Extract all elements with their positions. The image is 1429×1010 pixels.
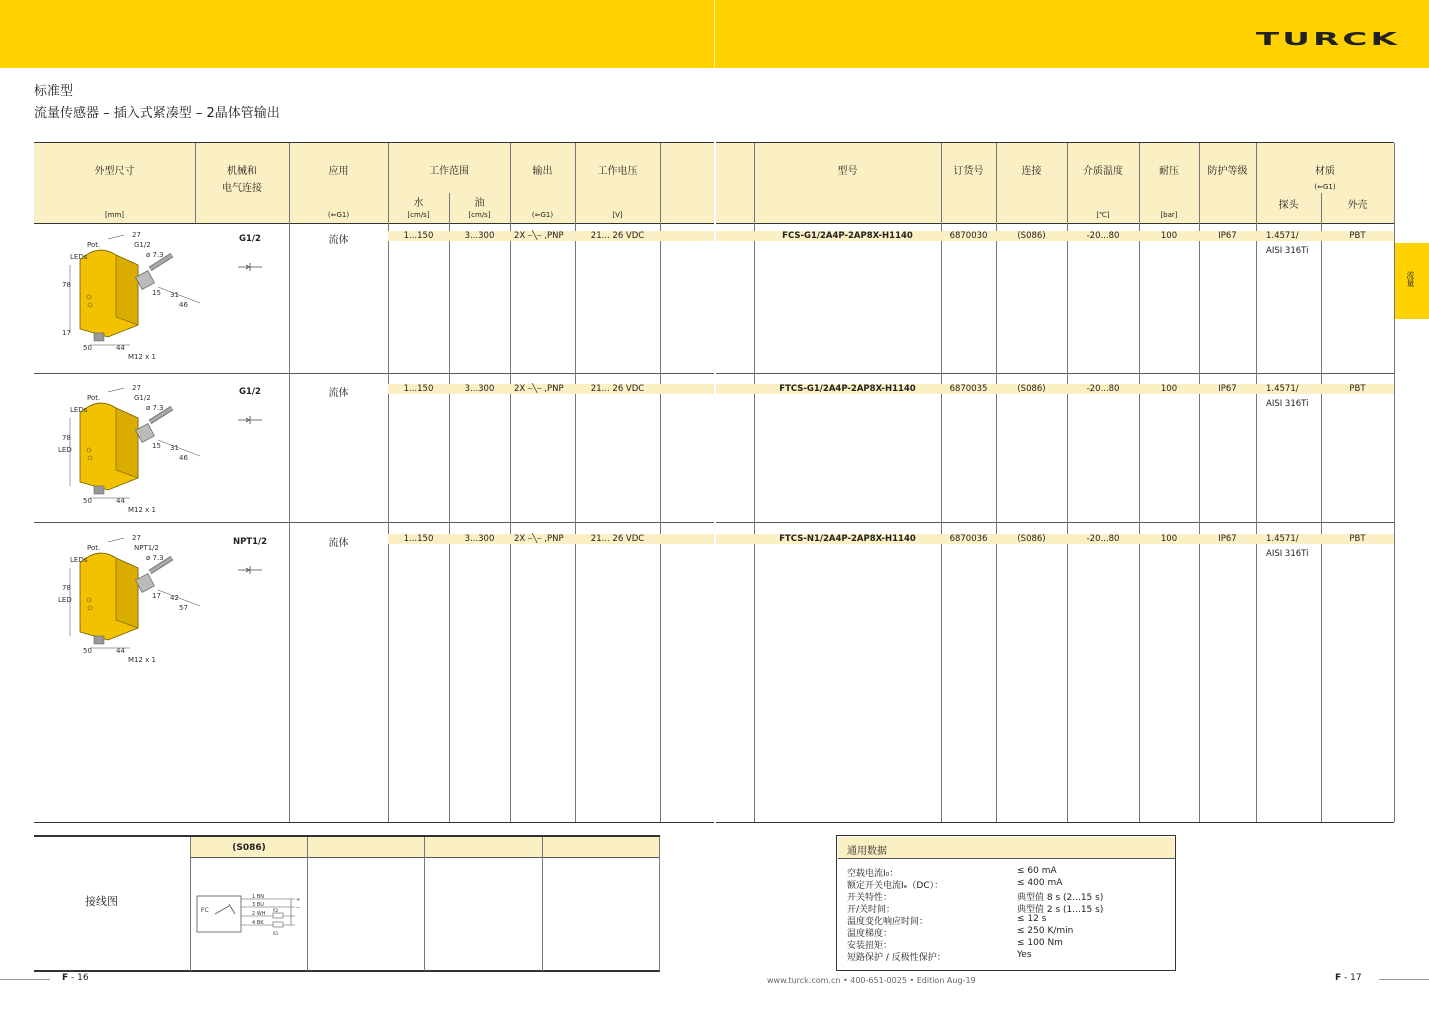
svg-text:LEDs: LEDs (70, 556, 88, 564)
svg-text:78: 78 (62, 584, 71, 592)
general-data-key: 温度梯度： (847, 929, 893, 939)
col-divider (190, 837, 191, 971)
row-type: FTCS-G1/2A4P-2AP8X-H1140 (779, 384, 916, 394)
svg-text:27: 27 (132, 534, 141, 542)
general-data-key: 开/关时间： (847, 905, 896, 915)
row-protection: IP67 (1218, 384, 1237, 394)
col-divider (754, 143, 755, 822)
row-connection: (S086) (1017, 231, 1046, 241)
row-order: 6870030 (949, 231, 988, 241)
load-r2: R2 (273, 908, 279, 913)
wiring-header-rule (191, 857, 660, 858)
general-data-key: 空载电流I₀： (847, 869, 899, 879)
col-divider (1256, 143, 1257, 822)
wire-wh: 2 WH (252, 911, 266, 917)
row-oil: 3...300 (464, 384, 495, 394)
header-mech-2: 电气连接 (222, 183, 262, 194)
row-rule (34, 373, 714, 374)
page-number-left: F - 16 (62, 973, 89, 983)
row-output: 2X ⎯╲⎯ ,PNP (514, 384, 564, 394)
row-order: 6870035 (949, 384, 988, 394)
general-data-key: 安装扭矩： (847, 941, 893, 951)
header-water: 水 (413, 198, 424, 209)
row-voltage: 21... 26 VDC (590, 534, 645, 544)
footer-rule-left (0, 979, 50, 980)
wiring-bottom-rule (34, 970, 660, 972)
wiring-code: (S086) (232, 843, 266, 853)
side-tab-label: 流量 (1406, 271, 1415, 287)
general-data-key: 开关特性： (847, 893, 893, 903)
wiring-fc: FC (201, 907, 209, 914)
row-temp: -20...80 (1086, 231, 1120, 241)
row-rule (716, 522, 1394, 523)
col-divider (307, 837, 308, 971)
svg-text:78: 78 (62, 281, 71, 289)
svg-text:LEDs: LEDs (70, 253, 88, 261)
col-divider (575, 143, 576, 822)
svg-text:27: 27 (132, 231, 141, 239)
header-temp-unit: [℃] (1096, 211, 1110, 219)
row-oil: 3...300 (464, 231, 495, 241)
header-voltage-unit: [V] (612, 211, 623, 219)
row-housing: PBT (1349, 534, 1366, 544)
row-probe-material-2: AISI 316Ti (1266, 549, 1309, 559)
row-pressure: 100 (1160, 384, 1178, 394)
row-thread: G1/2 (239, 234, 261, 244)
col-divider (659, 837, 660, 971)
col-divider (1199, 143, 1200, 822)
general-data-value: 典型值 8 s (2...15 s) (1017, 893, 1104, 903)
svg-text:78: 78 (62, 434, 71, 442)
general-data-title: 通用数据 (847, 846, 887, 857)
flow-symbol-icon (236, 263, 264, 271)
row-probe-material-2: AISI 316Ti (1266, 399, 1309, 409)
table-top-rule (716, 142, 1394, 143)
general-data-value: ≤ 60 mA (1017, 866, 1057, 876)
row-oil: 3...300 (464, 534, 495, 544)
svg-text:42: 42 (170, 594, 179, 602)
row-probe-material: 1.4571/ (1266, 384, 1299, 394)
svg-text:57: 57 (179, 604, 188, 612)
svg-text:ø 7.3: ø 7.3 (146, 554, 164, 562)
general-data-value: ≤ 12 s (1017, 914, 1047, 924)
svg-text:50: 50 (83, 647, 92, 655)
header-voltage: 工作电压 (597, 166, 638, 177)
row-housing: PBT (1349, 384, 1366, 394)
load-r1: R1 (273, 931, 279, 936)
svg-text:LEDs: LEDs (70, 406, 88, 414)
svg-text:31: 31 (170, 291, 179, 299)
table-bottom-rule (34, 822, 714, 823)
row-probe-material: 1.4571/ (1266, 534, 1299, 544)
col-divider (996, 143, 997, 822)
svg-text:15: 15 (152, 442, 161, 450)
col-divider (449, 193, 450, 822)
header-bottom-rule (34, 223, 714, 224)
row-voltage: 21... 26 VDC (590, 231, 645, 241)
svg-text:LED: LED (58, 446, 72, 454)
svg-text:NPT1/2: NPT1/2 (134, 544, 159, 552)
svg-text:Pot.: Pot. (87, 544, 101, 552)
header-pressure: 耐压 (1159, 166, 1179, 177)
general-data-key: 短路保护 / 反极性保护： (847, 953, 946, 963)
header-bottom-rule (716, 223, 1394, 224)
general-data-header (838, 837, 1175, 859)
svg-text:44: 44 (116, 647, 125, 655)
col-divider (1321, 193, 1322, 822)
header-material-sub: (⇐G1) (1314, 183, 1336, 191)
row-type: FCS-G1/2A4P-2AP8X-H1140 (782, 231, 913, 241)
col-divider (542, 837, 543, 971)
row-protection: IP67 (1218, 534, 1237, 544)
header-output-unit: (⇐G1) (531, 211, 554, 219)
sensor-dimension-drawing (50, 528, 220, 668)
svg-text:G1/2: G1/2 (134, 394, 151, 402)
wire-bn: 1 BN (252, 894, 264, 900)
general-data-value: ≤ 250 K/min (1017, 926, 1074, 936)
row-thread: G1/2 (239, 387, 261, 397)
table-top-rule (34, 142, 714, 143)
row-output: 2X ⎯╲⎯ ,PNP (514, 231, 564, 241)
header-probe: 探头 (1278, 200, 1299, 211)
svg-text:ø 7.3: ø 7.3 (146, 251, 164, 259)
svg-text:M12 x 1: M12 x 1 (128, 353, 156, 361)
header-connection: 连接 (1021, 166, 1042, 177)
svg-text:31: 31 (170, 444, 179, 452)
row-probe-material-2: AISI 316Ti (1266, 246, 1309, 256)
row-app: 流体 (328, 538, 349, 549)
svg-text:46: 46 (179, 301, 188, 309)
row-water: 1...150 (403, 231, 434, 241)
svg-text:LED: LED (58, 596, 72, 604)
row-order: 6870036 (949, 534, 988, 544)
row-housing: PBT (1349, 231, 1366, 241)
table-bottom-rule (716, 822, 1394, 823)
header-protection: 防护等级 (1207, 166, 1248, 177)
wire-bk: 4 BK (252, 920, 264, 926)
col-divider (1139, 143, 1140, 822)
general-data-key: 温度变化响应时间： (847, 917, 929, 927)
header-oil: 油 (474, 198, 485, 209)
svg-text:44: 44 (116, 497, 125, 505)
wiring-diagram (195, 892, 305, 937)
footer-contact[interactable]: www.turck.com.cn • 400-651-0025 • Edition Aug-19 (767, 976, 976, 985)
header-oil-unit: [cm/s] (468, 211, 491, 219)
page-title: 流量传感器 – 插入式紧凑型 – 2晶体管输出 (34, 106, 280, 121)
header-material: 材质 (1315, 166, 1335, 177)
col-divider (424, 837, 425, 971)
svg-text:17: 17 (152, 592, 161, 600)
sensor-dimension-drawing (50, 225, 220, 365)
page-divider (714, 0, 715, 68)
header-housing: 外壳 (1347, 200, 1368, 211)
col-divider (1067, 143, 1068, 822)
row-output: 2X ⎯╲⎯ ,PNP (514, 534, 564, 544)
col-divider (510, 143, 511, 822)
wire-minus: − (296, 905, 301, 911)
col-divider (388, 143, 389, 822)
general-data-value: ≤ 400 mA (1017, 878, 1063, 888)
header-water-unit: [cm/s] (407, 211, 430, 219)
header-temp: 介质温度 (1083, 166, 1123, 177)
header-range: 工作范围 (429, 166, 469, 177)
row-rule (716, 373, 1394, 374)
svg-text:Pot.: Pot. (87, 394, 101, 402)
svg-text:17: 17 (62, 329, 71, 337)
general-data-value: 典型值 2 s (1...15 s) (1017, 905, 1104, 915)
row-pressure: 100 (1160, 231, 1178, 241)
row-temp: -20...80 (1086, 384, 1120, 394)
svg-text:27: 27 (132, 384, 141, 392)
header-type: 型号 (837, 166, 858, 177)
row-type: FTCS-N1/2A4P-2AP8X-H1140 (779, 534, 916, 544)
svg-text:G1/2: G1/2 (134, 241, 151, 249)
sensor-dimension-drawing (50, 378, 220, 518)
row-pressure: 100 (1160, 534, 1178, 544)
page-number-right: F - 17 (1335, 973, 1362, 983)
wire-plus: + (296, 897, 301, 903)
general-data-value: ≤ 100 Nm (1017, 938, 1063, 948)
section-side-tab[interactable] (1395, 243, 1429, 319)
row-app: 流体 (328, 235, 349, 246)
wire-bu: 3 BU (252, 902, 264, 908)
svg-text:15: 15 (152, 289, 161, 297)
svg-text:M12 x 1: M12 x 1 (128, 506, 156, 514)
row-water: 1...150 (403, 384, 434, 394)
header-output: 输出 (532, 166, 553, 177)
row-app: 流体 (328, 388, 349, 399)
row-thread: NPT1/2 (232, 537, 268, 547)
svg-text:Pot.: Pot. (87, 241, 101, 249)
general-data-value: Yes (1017, 950, 1032, 960)
page-category: 标准型 (34, 84, 74, 99)
svg-text:50: 50 (83, 497, 92, 505)
row-connection: (S086) (1017, 384, 1046, 394)
svg-text:50: 50 (83, 344, 92, 352)
svg-text:44: 44 (116, 344, 125, 352)
header-dims: 外型尺寸 (94, 166, 135, 177)
col-divider (941, 143, 942, 822)
header-app-unit: (⇐G1) (327, 211, 350, 219)
header-app: 应用 (328, 166, 349, 177)
row-temp: -20...80 (1086, 534, 1120, 544)
general-data-key: 额定开关电流Iₑ（DC）： (847, 881, 944, 891)
col-divider (660, 143, 661, 822)
row-protection: IP67 (1218, 231, 1237, 241)
svg-text:ø 7.3: ø 7.3 (146, 404, 164, 412)
turck-logo: TURCK (1255, 30, 1400, 50)
row-connection: (S086) (1017, 534, 1046, 544)
svg-text:46: 46 (179, 454, 188, 462)
flow-symbol-icon (236, 566, 264, 574)
row-probe-material: 1.4571/ (1266, 231, 1299, 241)
wiring-label: 接线图 (85, 895, 118, 908)
footer-rule-right (1379, 979, 1429, 980)
header-mech-1: 机械和 (227, 166, 257, 177)
header-dims-unit: [mm] (104, 211, 125, 219)
row-voltage: 21... 26 VDC (590, 384, 645, 394)
row-water: 1...150 (403, 534, 434, 544)
header-pressure-unit: [bar] (1160, 211, 1178, 219)
flow-symbol-icon (236, 416, 264, 424)
svg-text:M12 x 1: M12 x 1 (128, 656, 156, 664)
row-rule (34, 522, 714, 523)
header-order: 订货号 (953, 166, 984, 177)
